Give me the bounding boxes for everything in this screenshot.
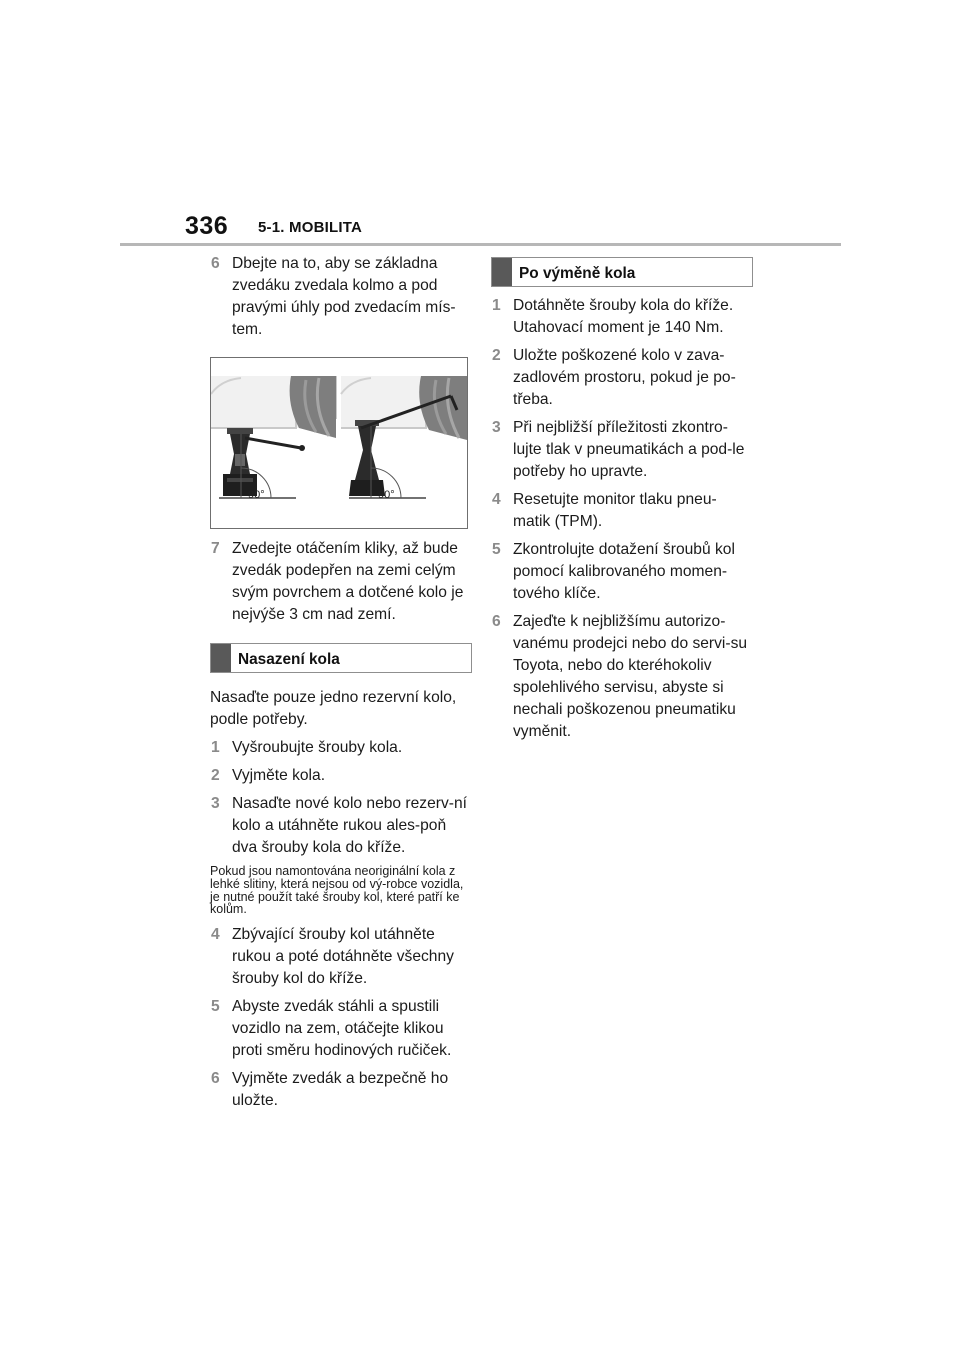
step-item (210, 996, 472, 1062)
page-number: 336 (185, 212, 229, 240)
step-text: Abyste zvedák stáhli a spustili vozidlo na zem, otáčejte klikou proti směru hodinových ručiček. (232, 998, 452, 1060)
step-text: Vyjměte zvedák a bezpečně ho uložte. (232, 1070, 449, 1110)
step-number: 4 (492, 491, 501, 508)
step-text: Dbejte na to, aby se základna zvedáku zvedala kolmo a pod pravými úhly pod zvedacím mís-tem. (232, 255, 456, 338)
step-number: 5 (211, 998, 220, 1016)
step-item (210, 538, 472, 626)
step-number: 6 (211, 1070, 220, 1088)
heading-nasazeni-kola (210, 643, 472, 673)
step-number: 6 (211, 255, 220, 272)
step-text: Zvedejte otáčením kliky, až bude zvedák podepřen na zemi celým svým povrchem a dotčené kolo je nejvýše 3 cm nad zemí. (232, 540, 464, 623)
right-column (491, 257, 753, 749)
heading-text: Po výměně kola (519, 265, 636, 282)
step-number: 7 (211, 540, 220, 557)
step-number: 6 (492, 613, 501, 630)
step-item (491, 417, 753, 483)
step-item (210, 253, 472, 341)
step-number: 4 (211, 926, 220, 944)
left-column (210, 253, 472, 1118)
step-text: Resetujte monitor tlaku pneu-matik (TPM). (513, 491, 717, 530)
step-text: Vyjměte kola. (232, 767, 326, 784)
step-item (491, 489, 753, 533)
step-text: Zajeďte k nejbližšímu autorizo-vanému prodejci nebo do servi-su Toyota, nebo do kteréhokoliv spolehlivého servisu, abyste si nechali poškozenou pneumatiku vyměnit. (513, 613, 748, 740)
step-item (210, 737, 472, 759)
section-title: 5-1. MOBILITA (258, 219, 362, 236)
step-text: Zkontrolujte dotažení šroubů kol pomocí kalibrovaného momen-tového klíče. (513, 541, 735, 602)
step-text: Dotáhněte šrouby kola do kříže. Utahovací moment je 140 Nm. (513, 297, 734, 336)
heading-text: Nasazení kola (238, 651, 340, 668)
step-text: Zbývající šrouby kol utáhněte rukou a poté dotáhněte všechny šrouby kol do kříže. (232, 926, 454, 988)
step-item (491, 611, 753, 743)
step-item (491, 345, 753, 411)
heading-bar (492, 258, 512, 286)
step-number: 2 (211, 767, 220, 784)
jack-illustration (210, 357, 468, 529)
step-number: 1 (492, 297, 501, 314)
step-number: 2 (492, 347, 501, 364)
note-text: Pokud jsou namontována neoriginální kola z lehké slitiny, která nejsou od vý-robce vozidla, je nutné použít také šrouby kol, které patří ke kolům. (210, 864, 464, 917)
step-item (491, 539, 753, 605)
intro-paragraph: Nasaďte pouze jedno rezervní kolo, podle potřeby. (210, 689, 457, 728)
heading-po-vymene-kola (491, 257, 753, 287)
step-text: Uložte poškozené kolo v zava-zadlovém prostoru, pokud je po-třeba. (513, 347, 736, 408)
step-item (210, 924, 472, 990)
step-item (491, 295, 753, 339)
step-item (210, 793, 472, 859)
step-number: 3 (492, 419, 501, 436)
step-text: Nasaďte nové kolo nebo rezerv-ní kolo a utáhněte rukou ales-poň dva šrouby kola do kříže. (232, 795, 467, 856)
angle-label-right: 90° (378, 489, 395, 501)
step-number: 3 (211, 795, 220, 812)
step-number: 5 (492, 541, 501, 558)
step-item (210, 1068, 472, 1112)
step-number: 1 (211, 739, 220, 756)
header-divider (120, 243, 841, 246)
angle-label-left: 90° (248, 489, 265, 501)
step-item (210, 765, 472, 787)
step-text: Při nejbližší příležitosti zkontro-lujte tlak v pneumatikách a pod-le potřeby ho upravte. (513, 419, 745, 480)
step-text: Vyšroubujte šrouby kola. (232, 739, 403, 756)
heading-bar (211, 644, 231, 672)
